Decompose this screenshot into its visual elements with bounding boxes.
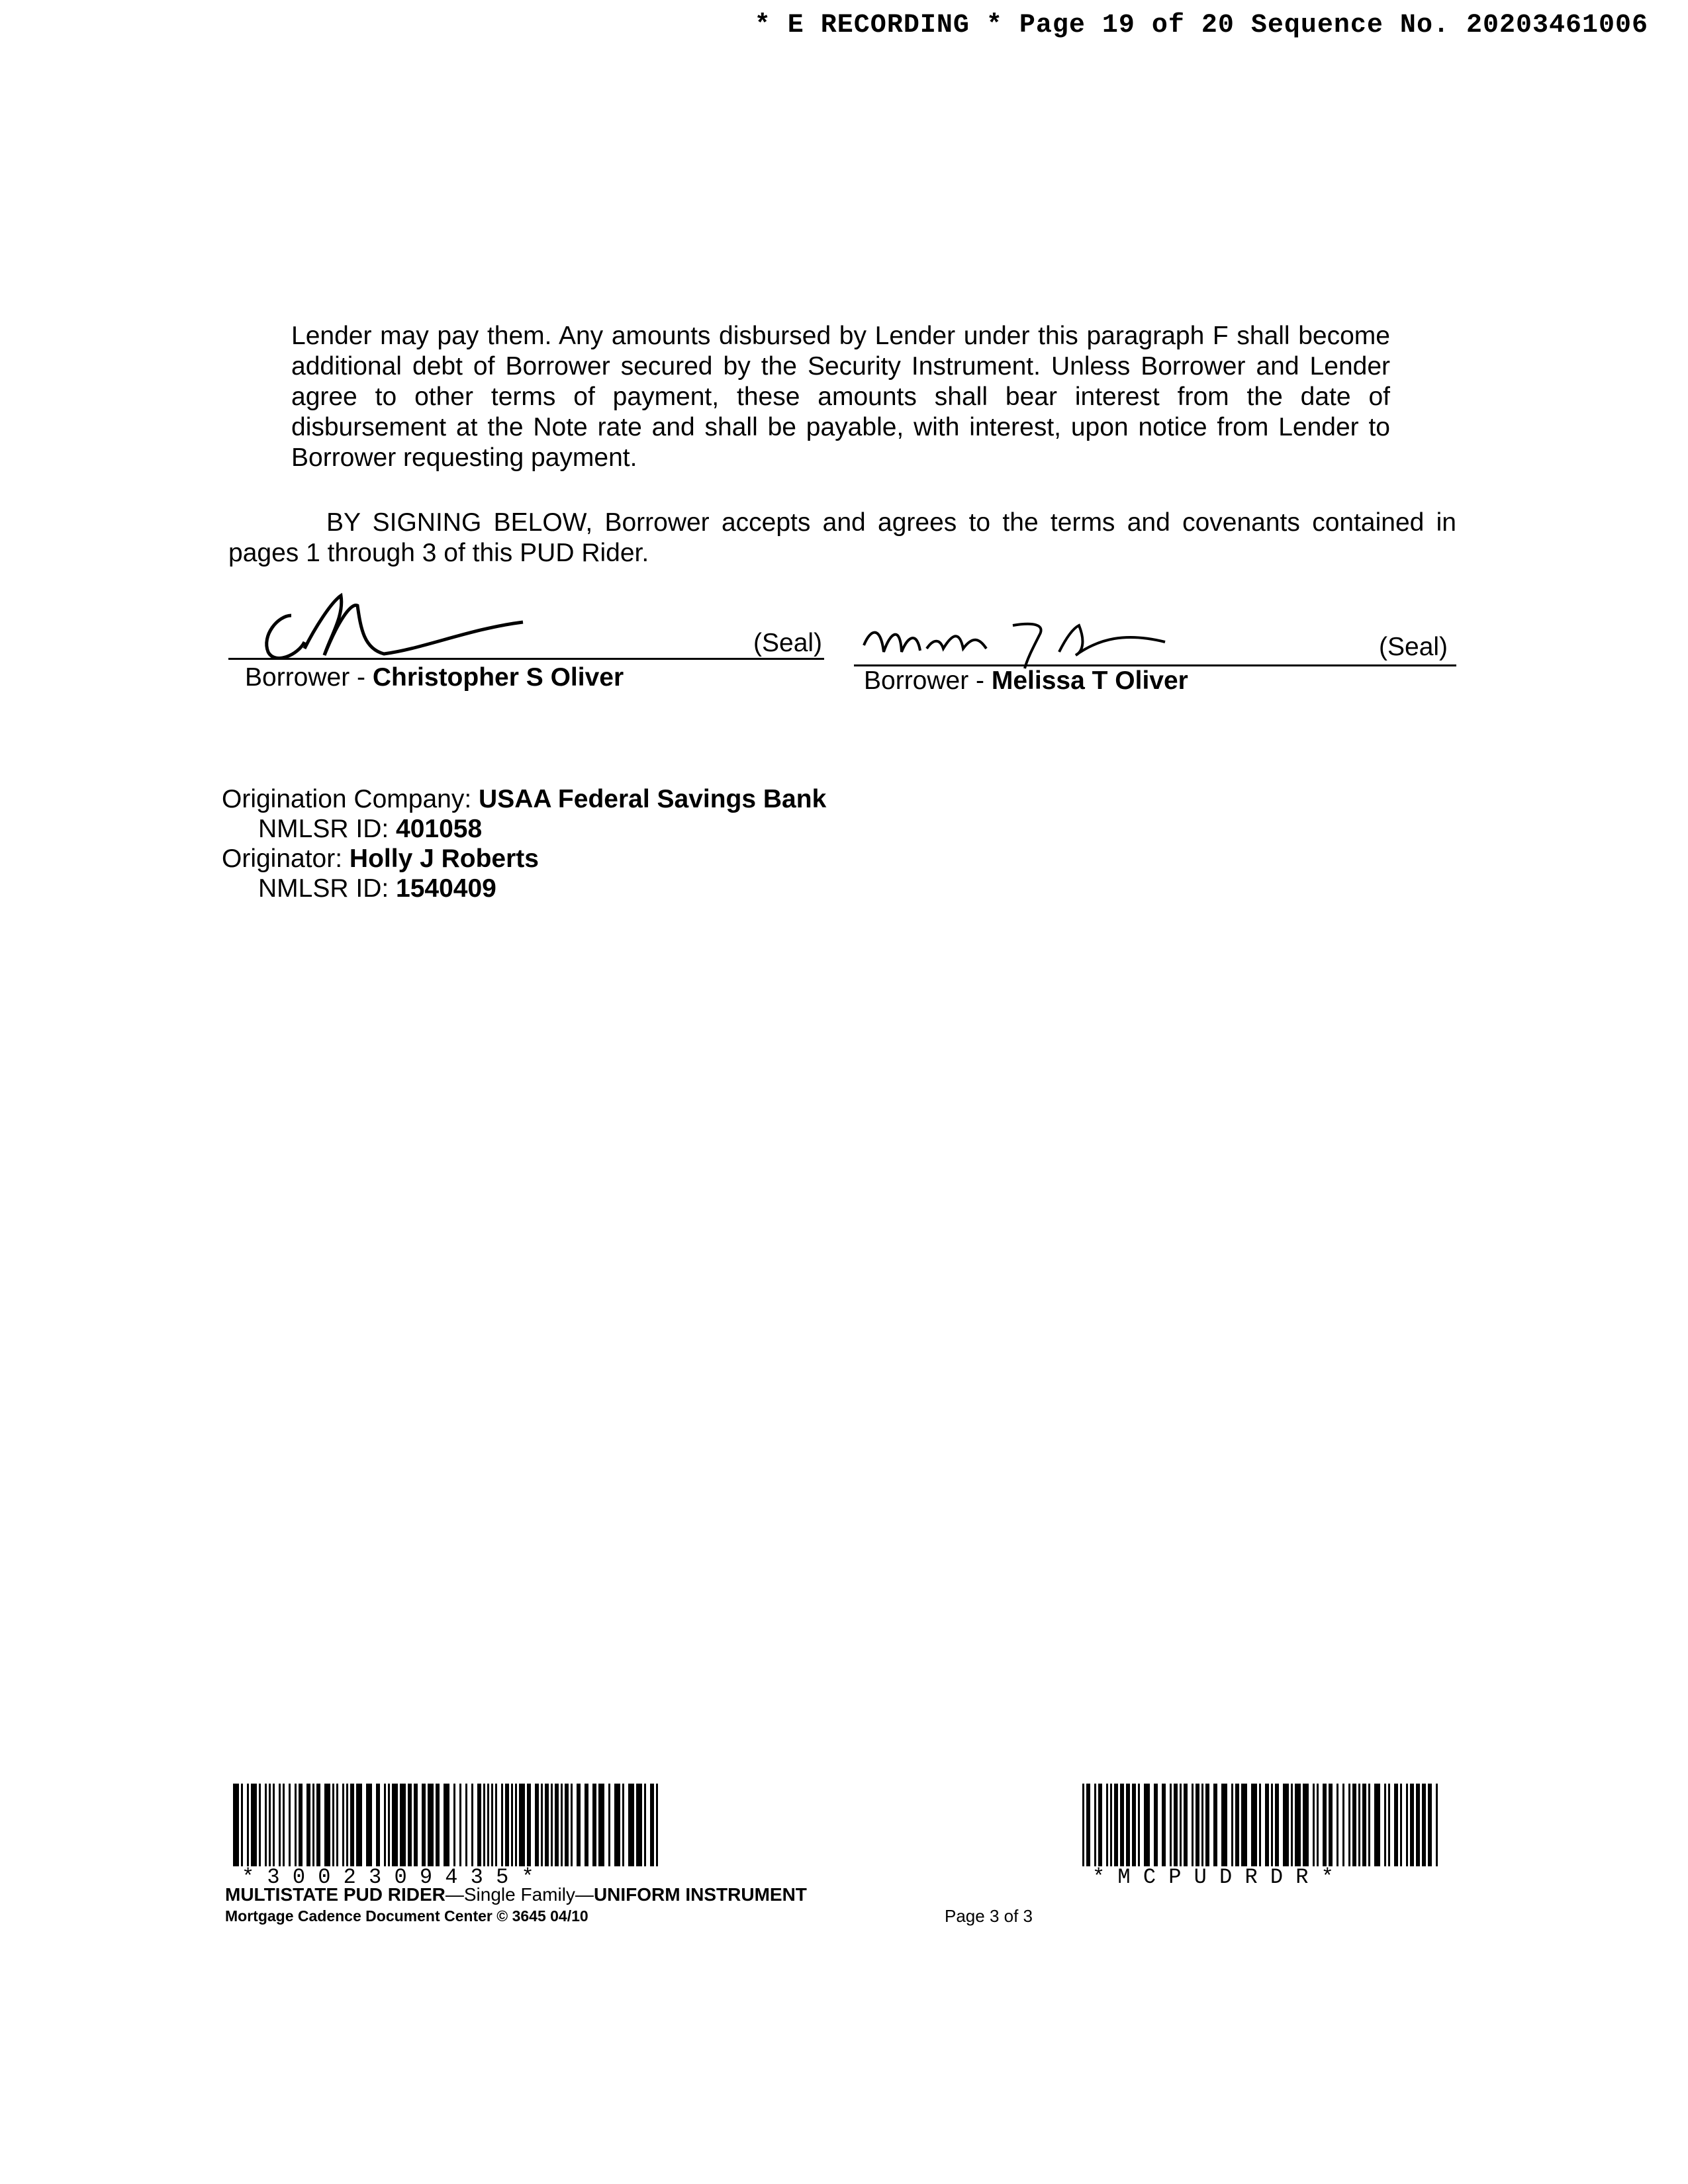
barcode-left-text: * 3 0 0 2 3 0 9 4 3 5 *: [242, 1865, 534, 1889]
signature-caption-borrower-1: [245, 663, 624, 692]
origination-company-line: Origination Company: USAA Federal Savings Bank: [222, 785, 827, 813]
borrower-role-label: Borrower -: [245, 663, 373, 692]
barcode-right-text: * M C P U D R D R *: [1092, 1865, 1334, 1889]
borrower-name: Christopher S Oliver: [372, 663, 624, 692]
originator-line: Originator: Holly J Roberts: [222, 844, 539, 873]
page-number: Page 3 of 3: [945, 1906, 1033, 1926]
seal-label-borrower-2: (Seal): [1379, 633, 1448, 661]
borrower-role-label: Borrower -: [864, 666, 992, 695]
company-nmlsr-line: NMLSR ID: 401058: [258, 815, 483, 843]
originator-nmlsr-id: 1540409: [396, 874, 496, 903]
origination-company: USAA Federal Savings Bank: [479, 785, 827, 813]
borrower-name: Melissa T Oliver: [991, 666, 1188, 695]
barcode-left: [233, 1784, 663, 1866]
form-title: MULTISTATE PUD RIDER—Single Family—UNIFORM INSTRUMENT: [225, 1884, 807, 1905]
barcode-right: [1082, 1784, 1443, 1866]
rider-paragraph-f-continuation: Lender may pay them. Any amounts disbursed by Lender under this paragraph F shall become additional debt of Borrower secured by the Security Instrument. Unless Borrower and Lender agree to other terms of payment, these amounts shall bear interest from the date of disbursement at the Note rate and shall be payable, with interest, upon notice from Lender to Borrower requesting payment.: [291, 322, 1390, 472]
originator-nmlsr-line: NMLSR ID: 1540409: [258, 874, 496, 903]
signature-caption-borrower-2: [864, 666, 1188, 696]
seal-label-borrower-1: (Seal): [753, 629, 823, 657]
recording-stamp: * E RECORDING * Page 19 of 20 Sequence No. 20203461006: [754, 11, 1648, 40]
form-source: Mortgage Cadence Document Center © 3645 04/10: [225, 1907, 588, 1925]
company-nmlsr-id: 401058: [396, 815, 483, 843]
handwritten-signature-melissa: [854, 612, 1185, 672]
signing-statement: BY SIGNING BELOW, Borrower accepts and agrees to the terms and covenants contained in pages 1 through 3 of this PUD Rider.: [228, 508, 1456, 567]
originator-name: Holly J Roberts: [349, 844, 539, 873]
handwritten-signature-christopher: [252, 576, 556, 668]
signature-line-borrower-1: [228, 658, 824, 660]
